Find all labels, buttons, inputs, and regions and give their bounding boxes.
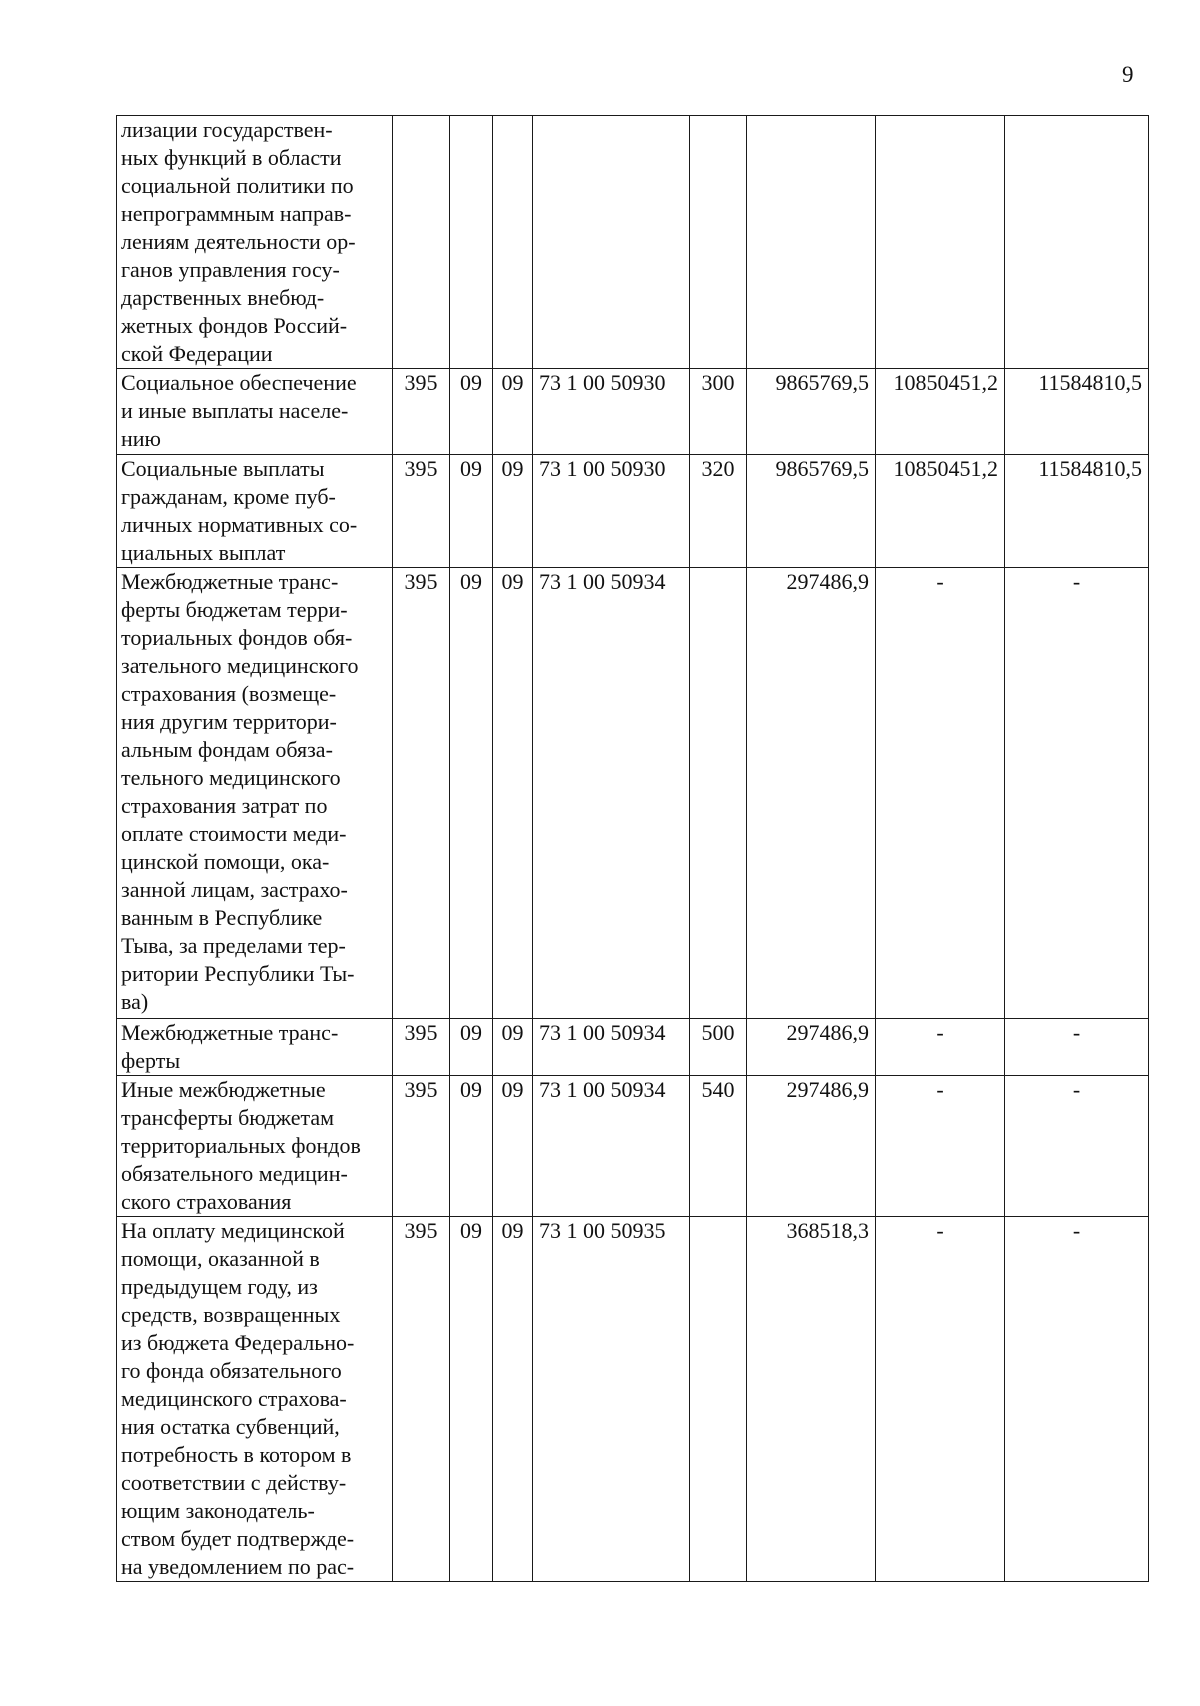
amount-year2: - (876, 1019, 1005, 1076)
grbs-cell: 395 (393, 455, 450, 568)
grbs-cell (393, 116, 450, 369)
pr-cell: 09 (493, 1076, 533, 1217)
rz-cell: 09 (450, 1019, 493, 1076)
rz-cell (450, 116, 493, 369)
csr-cell: 73 1 00 50935 (533, 1217, 690, 1582)
table-row (117, 116, 1149, 369)
pr-cell (493, 116, 533, 369)
row-name: Межбюджетные транс- ферты (117, 1019, 393, 1076)
amount-year1: 297486,9 (747, 568, 876, 1019)
amount-year2 (876, 116, 1005, 369)
vr-cell (690, 1217, 747, 1582)
page-number: 9 (1122, 62, 1134, 87)
row-name: лизации государствен- ных функций в области социальной политики по непрограммным направ- лениям деятельности ор- ганов управления госу- дарственных внебюд- жетных фондов Россий- ской Федерации (117, 116, 393, 369)
vr-cell: 300 (690, 369, 747, 455)
vr-cell (690, 568, 747, 1019)
row-name: Социальные выплаты гражданам, кроме пуб- личных нормативных со- циальных выплат (117, 455, 393, 568)
amount-year2: - (876, 1076, 1005, 1217)
table-row (117, 369, 1149, 455)
amount-year3: - (1005, 1076, 1149, 1217)
amount-year1: 368518,3 (747, 1217, 876, 1582)
csr-cell: 73 1 00 50934 (533, 1076, 690, 1217)
table-row (117, 568, 1149, 1019)
amount-year3: 11584810,5 (1005, 455, 1149, 568)
csr-cell (533, 116, 690, 369)
amount-year3: - (1005, 1217, 1149, 1582)
amount-year1: 297486,9 (747, 1019, 876, 1076)
vr-cell: 320 (690, 455, 747, 568)
amount-year1: 297486,9 (747, 1076, 876, 1217)
grbs-cell: 395 (393, 369, 450, 455)
pr-cell: 09 (493, 1217, 533, 1582)
amount-year3: - (1005, 1019, 1149, 1076)
pr-cell: 09 (493, 568, 533, 1019)
grbs-cell: 395 (393, 1076, 450, 1217)
amount-year3 (1005, 116, 1149, 369)
row-name: На оплату медицинской помощи, оказанной в предыдущем году, из средств, возвращенных из бюджета Федерально- го фонда обязательного медицинского страхова- ния остатка субвенций, потребность в котором в соответствии с действу- ющим законодатель- ством будет подтвержде- на уведомлением по рас- (117, 1217, 393, 1582)
amount-year2: - (876, 568, 1005, 1019)
grbs-cell: 395 (393, 1217, 450, 1582)
budget-table (116, 115, 1149, 1582)
csr-cell: 73 1 00 50934 (533, 1019, 690, 1076)
row-name: Межбюджетные транс- ферты бюджетам терри- ториальных фондов обя- зательного медицинского страхования (возмеще- ния другим территори- альным фондам обяза- тельного медицинского страхования затрат по оплате стоимости меди- цинской помощи, ока- занной лицам, застрахо- ванным в Республике Тыва, за пределами тер- ритории Республики Ты- ва) (117, 568, 393, 1019)
amount-year2: - (876, 1217, 1005, 1582)
vr-cell (690, 116, 747, 369)
rz-cell: 09 (450, 455, 493, 568)
amount-year3: - (1005, 568, 1149, 1019)
csr-cell: 73 1 00 50934 (533, 568, 690, 1019)
rz-cell: 09 (450, 1076, 493, 1217)
amount-year1: 9865769,5 (747, 455, 876, 568)
amount-year2: 10850451,2 (876, 455, 1005, 568)
csr-cell: 73 1 00 50930 (533, 369, 690, 455)
grbs-cell: 395 (393, 568, 450, 1019)
row-name: Иные межбюджетные трансферты бюджетам территориальных фондов обязательного медицин- ского страхования (117, 1076, 393, 1217)
table-row (117, 1019, 1149, 1076)
csr-cell: 73 1 00 50930 (533, 455, 690, 568)
rz-cell: 09 (450, 369, 493, 455)
rz-cell: 09 (450, 568, 493, 1019)
pr-cell: 09 (493, 369, 533, 455)
grbs-cell: 395 (393, 1019, 450, 1076)
table-row (117, 1217, 1149, 1582)
pr-cell: 09 (493, 455, 533, 568)
amount-year1: 9865769,5 (747, 369, 876, 455)
row-name: Социальное обеспечение и иные выплаты населе- нию (117, 369, 393, 455)
amount-year1 (747, 116, 876, 369)
vr-cell: 540 (690, 1076, 747, 1217)
table-row (117, 455, 1149, 568)
vr-cell: 500 (690, 1019, 747, 1076)
pr-cell: 09 (493, 1019, 533, 1076)
rz-cell: 09 (450, 1217, 493, 1582)
table-row (117, 1076, 1149, 1217)
amount-year2: 10850451,2 (876, 369, 1005, 455)
amount-year3: 11584810,5 (1005, 369, 1149, 455)
